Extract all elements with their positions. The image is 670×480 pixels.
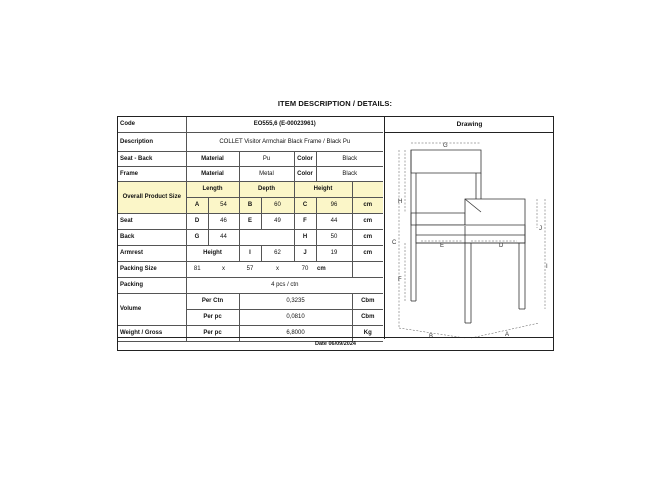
row-description: [118, 133, 383, 152]
row-volume-ctn: [118, 294, 383, 310]
seat-f-letter: F: [294, 214, 316, 230]
seat-f-value: 44: [316, 214, 352, 230]
dim-label-f: F: [398, 277, 402, 283]
date-footer: Date 06/09/2024: [118, 337, 553, 350]
seat-unit: cm: [352, 214, 383, 230]
weight-unit: Kg: [352, 326, 383, 342]
row-back: [118, 230, 383, 246]
armrest-j-letter: J: [294, 246, 316, 262]
frame-color: Black: [316, 167, 383, 182]
dim-label-b: B: [429, 334, 434, 339]
volume-per-pc: 0,0810: [239, 310, 352, 326]
row-code: [118, 117, 383, 133]
seat-d-value: 46: [208, 214, 239, 230]
volume-per-ctn-unit: Cbm: [352, 294, 383, 310]
seat-label: Seat: [118, 214, 186, 230]
chair-armrest-side: [465, 199, 525, 226]
back-g-letter: G: [186, 230, 208, 246]
dim-label-i: I: [546, 264, 548, 270]
back-g-value: 44: [208, 230, 239, 246]
row-frame: [118, 167, 383, 182]
packing-value: 4 pcs / ctn: [186, 278, 383, 294]
chair-armrest: [411, 213, 465, 225]
packing-size-v3: 70: [294, 262, 316, 278]
chair-backrest: [411, 150, 481, 173]
armrest-unit: cm: [352, 246, 383, 262]
overall-b-value: 60: [261, 198, 294, 214]
packing-size-label: Packing Size: [118, 262, 186, 278]
volume-per-pc-label: Per pc: [186, 310, 239, 326]
length-header: Length: [186, 182, 239, 198]
seat-e-letter: E: [239, 214, 261, 230]
chair-seat: [416, 225, 525, 243]
packing-size-x2: x: [261, 262, 294, 278]
armrest-height-label: Height: [186, 246, 239, 262]
packing-size-x1: x: [208, 262, 239, 278]
chair-outline: [411, 150, 525, 323]
description-value: COLLET Visitor Armchair Black Frame / Black Pu: [186, 133, 383, 152]
armrest-i-value: 62: [261, 246, 294, 262]
row-seat-back: [118, 152, 383, 167]
overall-unit: cm: [352, 198, 383, 214]
frame-material-label: Material: [186, 167, 239, 182]
seat-e-value: 49: [261, 214, 294, 230]
dim-label-c: C: [392, 240, 397, 246]
volume-per-ctn: 0,3235: [239, 294, 352, 310]
page-heading: ITEM DESCRIPTION / DETAILS:: [277, 99, 393, 108]
volume-per-ctn-label: Per Ctn: [186, 294, 239, 310]
chair-drawing: [385, 133, 554, 339]
armrest-label: Armrest: [118, 246, 186, 262]
overall-a-letter: A: [186, 198, 208, 214]
drawing-title: Drawing: [385, 117, 554, 133]
frame-label: Frame: [118, 167, 186, 182]
volume-per-pc-unit: Cbm: [352, 310, 383, 326]
frame-color-label: Color: [294, 167, 316, 182]
row-seat: [118, 214, 383, 230]
armrest-i-letter: I: [239, 246, 261, 262]
seat-back-label: Seat - Back: [118, 152, 186, 167]
row-packing-size: [118, 262, 383, 278]
seat-back-material: Pu: [239, 152, 294, 167]
dim-label-h: H: [398, 199, 403, 205]
overall-c-value: 96: [316, 198, 352, 214]
back-h-letter: H: [294, 230, 316, 246]
armrest-j-value: 19: [316, 246, 352, 262]
row-packing: [118, 278, 383, 294]
description-label: Description: [118, 133, 186, 152]
overall-b-letter: B: [239, 198, 261, 214]
back-h-value: 50: [316, 230, 352, 246]
spec-table: [118, 117, 383, 342]
code-value: EO555,6 (E-00023961): [186, 117, 383, 133]
row-overall-headers: [118, 182, 383, 198]
seat-back-color: Black: [316, 152, 383, 167]
code-label: Code: [118, 117, 186, 133]
seat-back-material-label: Material: [186, 152, 239, 167]
overall-size-label: Overall Product Size: [118, 182, 186, 214]
volume-label: Volume: [118, 294, 186, 326]
height-header: Height: [294, 182, 352, 198]
frame-material: Metal: [239, 167, 294, 182]
packing-size-unit: cm: [316, 262, 352, 278]
spec-sheet: [117, 116, 554, 351]
back-label: Back: [118, 230, 186, 246]
weight-value: 6,8000: [239, 326, 352, 342]
depth-header: Depth: [239, 182, 294, 198]
weight-label: Weight / Gross: [118, 326, 186, 342]
spec-table-pane: [118, 117, 383, 339]
dim-label-a: A: [505, 332, 510, 338]
dim-label-g: G: [443, 143, 448, 149]
packing-label: Packing: [118, 278, 186, 294]
overall-c-letter: C: [294, 198, 316, 214]
dim-label-e: E: [440, 243, 445, 249]
drawing-pane: [384, 117, 554, 339]
seat-back-color-label: Color: [294, 152, 316, 167]
back-unit: cm: [352, 230, 383, 246]
packing-size-v1: 81: [186, 262, 208, 278]
seat-d-letter: D: [186, 214, 208, 230]
weight-per-pc-label: Per pc: [186, 326, 239, 342]
dim-label-j: J: [539, 226, 542, 232]
row-armrest: [118, 246, 383, 262]
dim-label-d: D: [499, 243, 504, 249]
overall-a-value: 54: [208, 198, 239, 214]
packing-size-v2: 57: [239, 262, 261, 278]
